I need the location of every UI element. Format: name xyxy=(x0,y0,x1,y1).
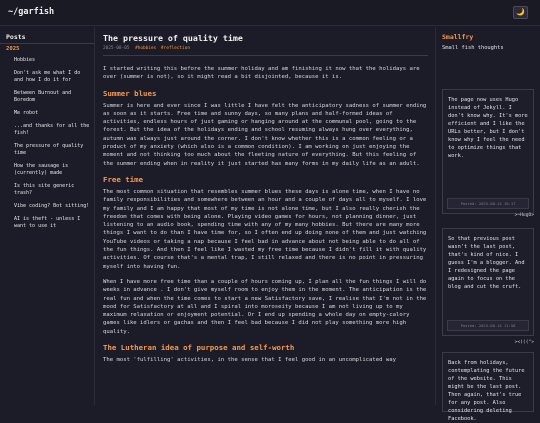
post-link-sausage[interactable]: How the sausage is (currently) made xyxy=(14,163,69,176)
toot-text: So that previous post wasn't the last post, that's kind of nice. I guess I'm a blogger. And I redesigned the page again to focus on the blog and cut the cruft. xyxy=(448,236,525,290)
post-link-ai-theft[interactable]: AI is theft - unless I want to use it xyxy=(14,216,81,229)
year-heading: 2025 xyxy=(6,46,20,52)
toot-card xyxy=(442,352,534,422)
post-meta xyxy=(103,46,192,51)
post-link-dont-ask[interactable]: Don't ask me what I do and how I do it for xyxy=(14,70,81,83)
smallfry-subtitle: Small fish thoughts xyxy=(442,45,504,51)
toot-signature: >~HugO> xyxy=(514,213,534,218)
post-link-generic-trash[interactable]: Is this site generic trash? xyxy=(14,183,75,196)
moon-icon[interactable]: 🌙 xyxy=(513,6,528,19)
intro-paragraph: I started writing this before the summer holiday and am finishing it now that the holidays are over (summer is not), so it might read a bit disjointed, because it is. xyxy=(103,66,420,81)
top-bar xyxy=(0,0,540,26)
toot-card xyxy=(442,89,534,214)
sidebar-title: Posts xyxy=(6,33,26,41)
site-title-link[interactable]: ~/garfish xyxy=(8,7,55,17)
toot-timestamp: Posted: 2025-08-14 11:58 xyxy=(447,320,529,331)
free-time-paragraph-2: When I have more free time than a couple of hours coming up, I plan all the fun things I will do weeks in advance . I don't give myself room to enjoy them in the moment. The anticipation is the real fun and when the time comes to start a new Satisfactory save, I realise that I'm not in the mood for Satisfactory at all and I spiral into moroseity because I am not living up to my maximum relaxation or enjoyment potential. Or I end up spending a whole day on empty-calory games like idlers or gachas and then I feel bad because I did not play something more high quality. xyxy=(103,278,427,335)
summer-paragraph: Summer is here and ever since I was little I have felt the anticipatory sadness of summer ending as soon as it starts. Free time and sunny days, so many plans and half-formed ideas of activities, endless hours of just gaming or hanging around at the communal pool, going to the forest. But the idea of the holidays ending and school resuming always hung over everything, autumn was always just around the corner. I don't know whether this is a common feeling or a product of my anxiety (which also is a common condition). I am working on just enjoying the moment and not thinking too much about the fleeting nature of everything. But this feeling of the summer ending when in reality it just started has many forms in my daily life as an adult. xyxy=(103,102,427,167)
post-date: 2025-08-05 xyxy=(103,46,130,51)
posts-sidebar xyxy=(0,27,95,405)
post-article xyxy=(95,27,430,405)
tag-reflection[interactable]: #reflection xyxy=(160,46,190,51)
content-divider xyxy=(103,55,428,56)
toot-signature: ><(((°> xyxy=(514,340,534,345)
toot-text: Back from holidays, contemplating the future of the website. This might be the last post. Then again, that's true for any post. Also considering deleting Facebook. xyxy=(448,360,525,422)
free-time-paragraph-1: The most common situation that resembles summer blues these days is alone time, when I have no family responsibilities and somewhere between an hour and a couple of days all to myself. I love my family and I am happy that most of my time is not alone time, but I also really cherish the freedom that comes with being alone. Playing video games for hours, not planning dinner, just listening to an audio book, spending time with any of my many hobbies. But there are many more things I want to do than I have time for, so I often end up doing none of them and just watching YouTube videos or taking a nap because I feel bad in advance about not being able to do all of the fun things. And then I feel like I wasted my free time because I didn't fill it with quality activities. Of course that's a mental trap, I still relaxed and there is no point in pressuring myself into having fun. xyxy=(103,188,427,270)
tag-hobbies[interactable]: #hobbies xyxy=(135,46,157,51)
post-link-thanks-fish[interactable]: ...and thanks for all the fish! xyxy=(14,123,90,136)
post-title: The pressure of quality time xyxy=(103,33,243,43)
toot-text: The page now uses Hugo instead of Jekyll. I don't know why. It's more efficient and I like the URLs better, but I don't know why I feel the need to optimize things that work. xyxy=(448,97,528,159)
post-link-hobbies[interactable]: Hobbies xyxy=(14,57,36,63)
lutheran-paragraph: The most 'fulfilling' activities, in the sense that I feel good in an uncomplicated way xyxy=(103,357,396,364)
post-list xyxy=(14,57,92,236)
section-heading-free-time: Free time xyxy=(103,174,144,184)
toot-timestamp: Posted: 2025-08-14 10:17 xyxy=(447,198,529,209)
section-heading-summer: Summer blues xyxy=(103,88,157,98)
smallfry-title: Smallfry xyxy=(442,33,474,41)
smallfry-sidebar xyxy=(435,27,540,422)
post-link-vibe-coding[interactable]: Vibe coding? Bot sitting! xyxy=(14,203,90,209)
post-link-me-robot[interactable]: Me robot xyxy=(14,110,39,116)
section-heading-lutheran: The Lutheran idea of purpose and self-worth xyxy=(103,343,295,353)
sidebar-divider xyxy=(0,43,94,44)
post-content xyxy=(103,65,428,371)
toot-card xyxy=(442,228,534,336)
post-link-burnout[interactable]: Between Burnout and Boredom xyxy=(14,90,72,103)
post-link-quality-time[interactable]: The pressure of quality time xyxy=(14,143,84,156)
